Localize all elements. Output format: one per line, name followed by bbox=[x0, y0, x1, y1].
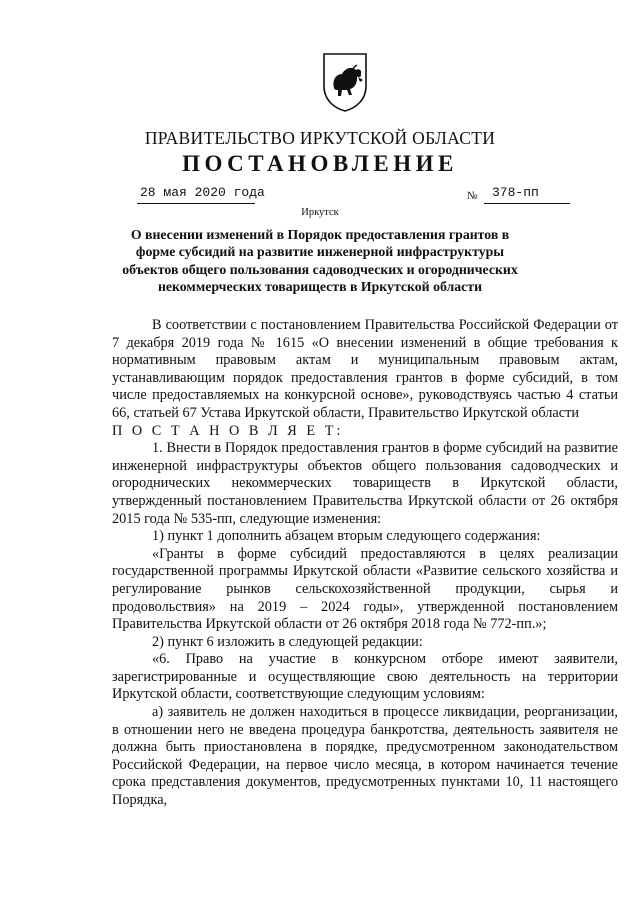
document-heading: О внесении изменений в Порядок предоставления грантов в форме субсидий на развитие инженерной инфраструктуры объектов общего пользования садоводческих и огороднических некоммерческих товариществ в Иркутской области bbox=[122, 227, 518, 294]
coat-of-arms-icon bbox=[322, 52, 368, 112]
document-date: 28 мая 2020 года bbox=[140, 185, 265, 200]
paragraph-subitem-2: 2) пункт 6 изложить в следующей редакции: bbox=[152, 633, 423, 650]
paragraph-quote-6: «6. Право на участие в конкурсном отборе имеют заявители, зарегистрированные и осуществляющие свою деятельность на территории Иркутской области, соответствующие следующим условиям: bbox=[112, 651, 618, 703]
date-underline bbox=[137, 203, 255, 204]
paragraph-preamble: В соответствии с постановлением Правительства Российской Федерации от 7 декабря 2019 года № 1615 «О внесении изменений в общие требования к нормативным правовым актам и муниципальным правовым актам, устанавливающим порядок предоставления грантов в форме субсидий, в том числе предоставляемых на конкурсной основе», руководствуясь частью 4 статьи 66, статьей 67 Устава Иркутской области, Правительство Иркутской области bbox=[112, 317, 618, 421]
document-number: 378-пп bbox=[492, 185, 539, 200]
city: Иркутск bbox=[301, 207, 339, 218]
document-body bbox=[112, 317, 618, 810]
paragraph-decree: П О С Т А Н О В Л Я Е Т: bbox=[112, 422, 344, 439]
number-underline bbox=[484, 203, 570, 204]
paragraph-condition-a: а) заявитель не должен находиться в процессе ликвидации, реорганизации, в отношении него не введена процедура банкротства, деятельность заявителя не должна быть приостановлена в порядке, предусмотренном законодательством Российской Федерации, на первое число месяца, в котором начинается течение срока представления документов, предусмотренных пунктами 10, 11 настоящего Порядка, bbox=[112, 704, 618, 809]
paragraph-item-1: 1. Внести в Порядок предоставления грантов в форме субсидий на развитие инженерной инфраструктуры объектов общего пользования садоводческих и огороднических некоммерческих товариществ в Иркутской области, утвержденный постановлением Правительства Иркутской области от 26 октября 2015 года № 535-пп, следующие изменения: bbox=[112, 440, 618, 527]
paragraph-subitem-1: 1) пункт 1 дополнить абзацем вторым следующего содержания: bbox=[152, 528, 541, 545]
document-type: ПОСТАНОВЛЕНИЕ bbox=[182, 151, 458, 176]
government-name: ПРАВИТЕЛЬСТВО ИРКУТСКОЙ ОБЛАСТИ bbox=[144, 128, 496, 148]
paragraph-quote-1: «Гранты в форме субсидий предоставляются в целях реализации государственной программы Иркутской области «Развитие сельского хозяйства и регулирование рынков сельскохозяйственной продукции, сырья и продовольствия» на 2019 – 2024 годы», утвержденной постановлением Правительства Иркутской области от 26 октября 2018 года № 772-пп.»; bbox=[112, 545, 618, 633]
number-sign: № bbox=[467, 190, 478, 202]
